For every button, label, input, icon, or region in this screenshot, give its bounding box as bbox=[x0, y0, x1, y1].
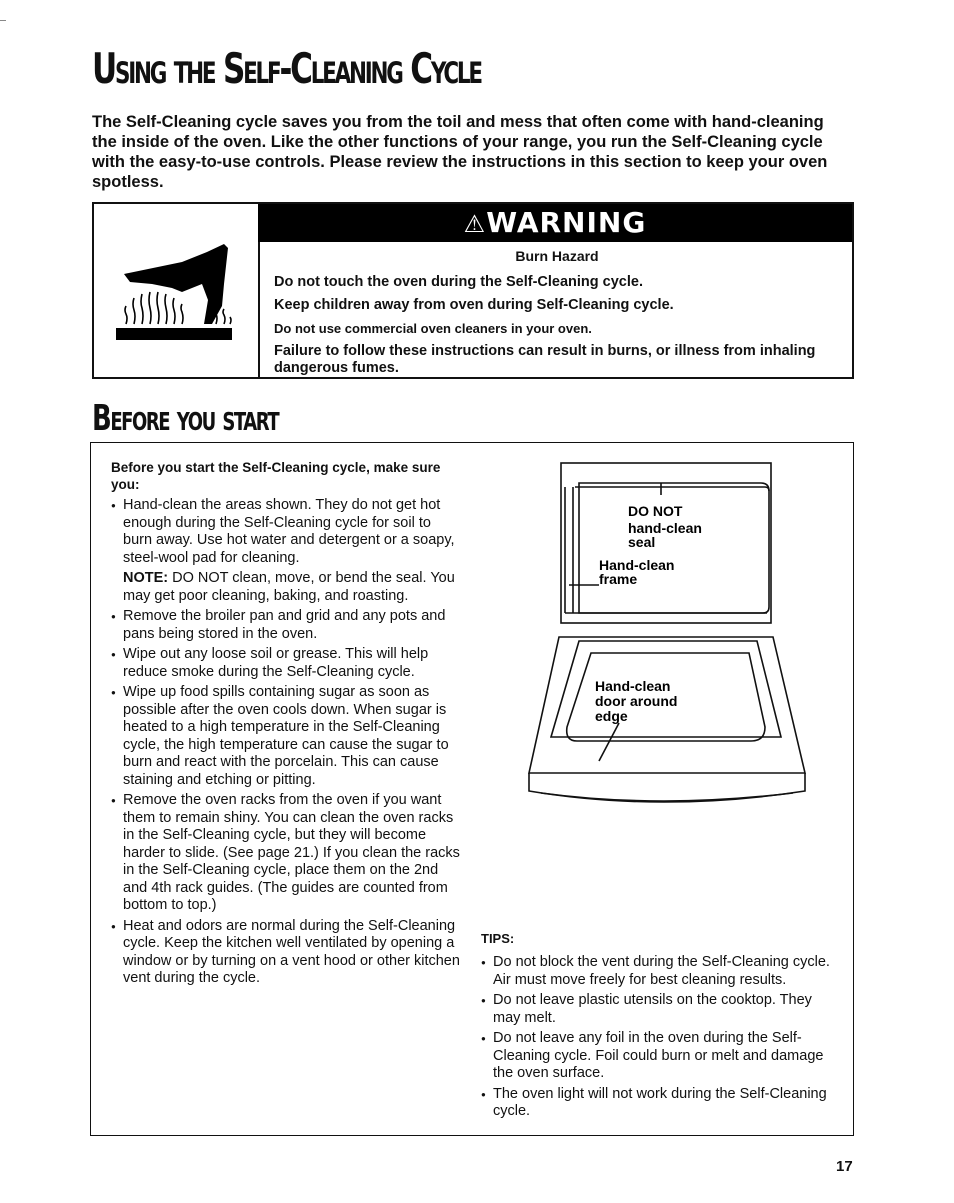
warning-line: Failure to follow these instructions can result in burns, or illness from inhaling dangerous fumes. bbox=[274, 343, 816, 376]
page-title: Using the Self-Cleaning Cycle bbox=[92, 44, 481, 93]
list-item: ● Do not leave any foil in the oven during the Self-Cleaning cycle. Foil could burn or melt and damage the oven surface. bbox=[481, 1030, 841, 1083]
seal-label-line-3: seal bbox=[628, 534, 656, 550]
list-item: ● Do not leave plastic utensils on the cooktop. They may melt. bbox=[481, 992, 841, 1027]
warning-triangle-icon: ⚠ bbox=[463, 210, 487, 238]
door-label-line-1: Hand-clean bbox=[595, 678, 671, 694]
before-list bbox=[111, 497, 463, 567]
warning-image-cell bbox=[94, 204, 260, 377]
warning-line: Keep children away from oven during Self-Cleaning cycle. bbox=[274, 297, 674, 313]
oven-diagram bbox=[521, 461, 811, 831]
door-label-line-2: door around bbox=[595, 693, 678, 709]
list-item: ● Do not block the vent during the Self-Cleaning cycle. Air must move freely for best cleaning results. bbox=[481, 954, 841, 989]
list-item: ● Remove the broiler pan and grid and any pots and pans being stored in the oven. bbox=[111, 608, 463, 643]
note-text: DO NOT clean, move, or bend the seal. You may get poor cleaning, baking, and roasting. bbox=[123, 570, 455, 604]
page-number: 17 bbox=[836, 1158, 853, 1175]
warning-box bbox=[92, 202, 854, 379]
warning-hazard: Burn Hazard bbox=[515, 248, 599, 264]
list-item: ● Wipe out any loose soil or grease. This will help reduce smoke during the Self-Cleaning cycle. bbox=[111, 646, 463, 681]
tips-label: TIPS: bbox=[481, 931, 515, 946]
seal-label-line-2: hand-clean bbox=[628, 520, 702, 536]
before-list-continued bbox=[111, 608, 463, 988]
door-label-line-3: edge bbox=[595, 708, 628, 724]
seal-label-line-1: DO NOT bbox=[628, 503, 683, 519]
tips-section bbox=[481, 931, 841, 1124]
note-label: NOTE: bbox=[123, 570, 169, 586]
margin-tick bbox=[0, 20, 6, 21]
content-box bbox=[90, 442, 854, 1136]
warning-header bbox=[258, 204, 852, 242]
intro-paragraph: The Self-Cleaning cycle saves you from the toil and mess that often come with hand-cleaning the inside of the oven. Like the other functions of your range, you run the Self-Cleaning cycle with the easy-to-use controls. Please review the instructions in this section to keep your oven spotless. bbox=[92, 113, 828, 191]
warning-line: Do not touch the oven during the Self-Cleaning cycle. bbox=[274, 274, 643, 290]
list-item: ● The oven light will not work during the Self-Cleaning cycle. bbox=[481, 1086, 841, 1121]
note bbox=[123, 570, 463, 605]
list-item: ● Heat and odors are normal during the Self-Cleaning cycle. Keep the kitchen well ventilated by opening a window or by turning on a vent hood or other kitchen vent during the cycle. bbox=[111, 918, 463, 988]
before-lead: Before you start the Self-Cleaning cycle, make sure you: bbox=[111, 460, 441, 492]
frame-label-line-2: frame bbox=[599, 571, 638, 587]
list-item: ● Remove the oven racks from the oven if you want them to remain shiny. You can clean the oven racks in the Self-Cleaning cycle, but they will become harder to slide. (See page 21.) If you clean the racks in the Self-Cleaning cycle, place them on the 2nd and 4th rack guides. (The guides are counted from bottom to top.) bbox=[111, 792, 463, 915]
warning-title: WARNING bbox=[486, 206, 647, 239]
before-column bbox=[111, 459, 463, 991]
section-title: Before you start bbox=[92, 398, 279, 439]
list-item: ● Wipe up food spills containing sugar as soon as possible after the oven cools down. When sugar is heated to a high temperature in the Self-Cleaning cycle, the high temperature can cause the sugar to burn and react with the porcelain. This can cause staining and etching or pitting. bbox=[111, 684, 463, 789]
tips-list bbox=[481, 954, 841, 1121]
frame-label-line-1: Hand-clean bbox=[599, 557, 675, 573]
warning-line: Do not use commercial oven cleaners in your oven. bbox=[274, 321, 592, 336]
list-item: ● Hand-clean the areas shown. They do not get hot enough during the Self-Cleaning cycle for soil to burn away. Use hot water and detergent or a soapy, steel-wool pad for cleaning. bbox=[111, 497, 463, 567]
warning-body bbox=[274, 248, 840, 383]
hot-surface-hand-icon bbox=[112, 244, 242, 344]
